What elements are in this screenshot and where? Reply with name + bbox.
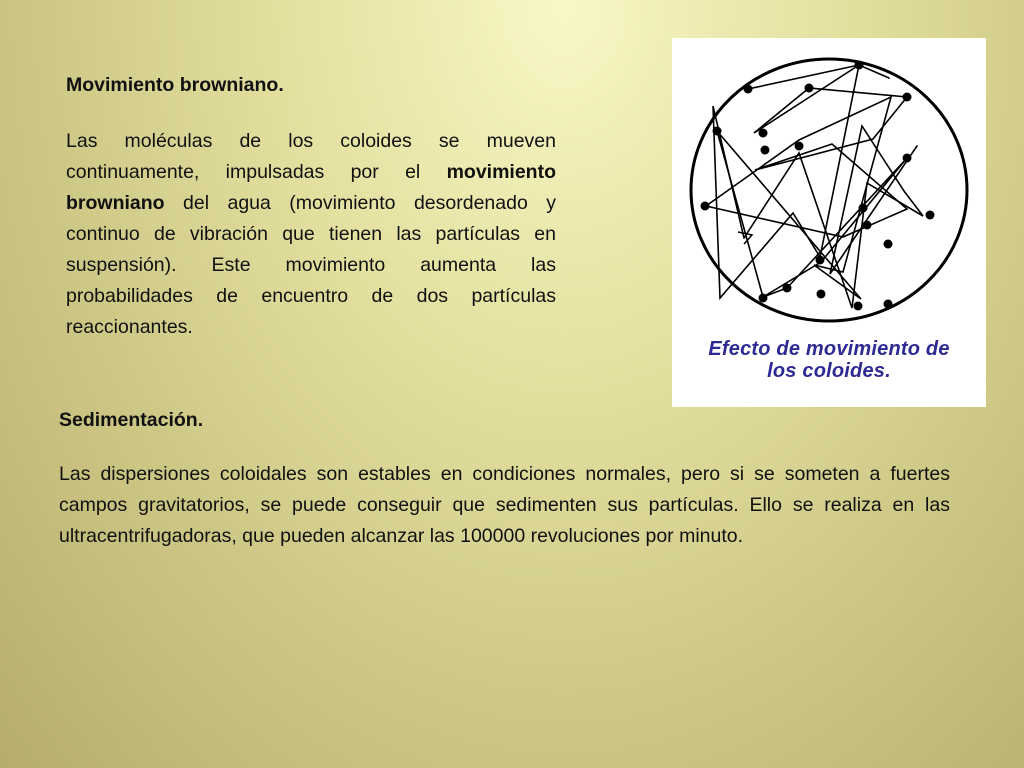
brownian-motion-figure: [672, 38, 986, 407]
figure-caption-line2: los coloides.: [767, 360, 891, 382]
figure-caption: [672, 338, 986, 382]
browniano-title: Movimiento browniano.: [66, 74, 284, 96]
browniano-text-end: del agua (movimiento desordenado y continuo de vibración que tienen las partículas en suspensión). Este movimiento aumenta las probabilidades de encuentro de dos partículas reaccionantes.: [66, 192, 556, 338]
brownian-motion-diagram: [672, 38, 986, 338]
browniano-bold-term: movimiento browniano: [66, 161, 556, 214]
browniano-paragraph: [66, 126, 556, 343]
sedimentacion-paragraph: Las dispersiones coloidales son estables en condiciones normales, pero si se someten a fuertes campos gravitatorios, se puede conseguir que sedimenten sus partículas. Ello se realiza en las ultracentrifugadoras, que pueden alcanzar las 100000 revoluciones por minuto.: [59, 463, 950, 547]
sedimentacion-section: [59, 407, 950, 552]
browniano-text-start: Las moléculas de los coloides se mueven continuamente, impulsadas por el: [66, 130, 556, 183]
browniano-section: [66, 72, 556, 343]
figure-caption-line1: Efecto de movimiento de: [708, 338, 950, 360]
particle-paths: [706, 65, 923, 308]
arrow-icon: [738, 232, 752, 244]
sedimentacion-title: Sedimentación.: [59, 409, 204, 431]
